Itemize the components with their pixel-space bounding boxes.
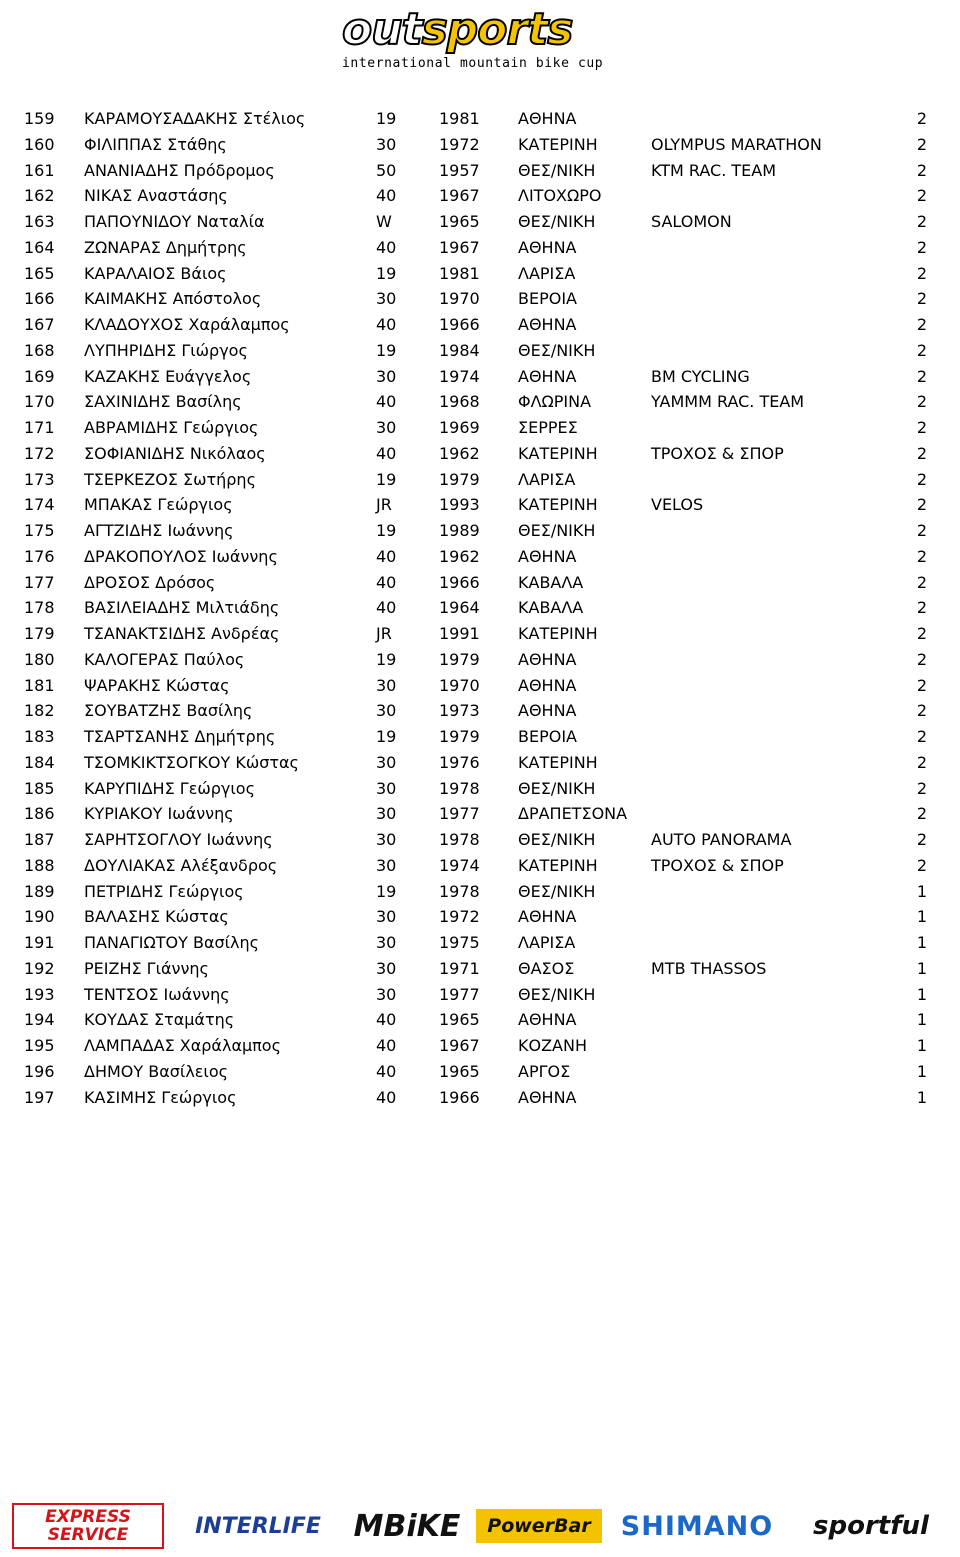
rider-name: ΔΟΥΛΙΑΚΑΣ Αλέξανδρος — [84, 855, 278, 875]
rider-team: SALOMON — [651, 212, 732, 231]
rider-name: ΤΣΕΡΚΕΖΟΣ Σωτήρης — [84, 469, 256, 489]
result-position: 183 — [24, 727, 55, 746]
interlife-logo: INTERLIFE — [195, 1513, 321, 1539]
rider-category: 40 — [376, 186, 397, 206]
birth-year: 1967 — [439, 186, 480, 206]
table-row — [0, 261, 960, 287]
birth-year: 1967 — [439, 237, 480, 257]
rider-name: ΣΑΡΗΤΣΟΓΛΟΥ Ιωάννης — [84, 830, 273, 849]
rider-name: ΒΑΣΙΛΕΙΑΔΗΣ Μιλτιάδης — [84, 598, 280, 618]
rider-category: 30 — [376, 984, 397, 1004]
table-row — [0, 956, 960, 982]
rider-city: ΑΘΗΝΑ — [518, 701, 577, 721]
rider-category: 50 — [376, 160, 397, 180]
express-line2: SERVICE — [47, 1525, 129, 1545]
rider-category: 30 — [376, 855, 397, 875]
race-count: 2 — [916, 701, 927, 721]
rider-team: ΤΡΟΧΟΣ & ΣΠΟΡ — [651, 855, 784, 875]
rider-name: ΚΑΖΑΚΗΣ Ευάγγελος — [84, 366, 252, 386]
table-row — [0, 879, 960, 905]
result-position: 174 — [24, 495, 55, 515]
rider-category: 19 — [376, 649, 397, 669]
race-count: 2 — [916, 237, 927, 257]
table-row — [0, 801, 960, 827]
rider-name: ΡΕΙΖΗΣ Γιάννης — [84, 958, 209, 978]
result-position: 171 — [24, 418, 55, 437]
race-count: 2 — [916, 495, 927, 515]
result-position: 176 — [24, 546, 55, 566]
rider-city: ΘΕΣ/ΝΙΚΗ — [518, 212, 596, 231]
birth-year: 1979 — [439, 727, 480, 746]
race-count: 2 — [916, 289, 927, 309]
rider-city: ΑΘΗΝΑ — [518, 109, 577, 128]
rider-city: ΑΘΗΝΑ — [518, 366, 577, 386]
rider-name: ΠΑΝΑΓΙΩΤΟΥ Βασίλης — [84, 933, 260, 952]
race-count: 2 — [916, 546, 927, 566]
rider-name: ΑΝΑΝΙΑΔΗΣ Πρόδρομος — [84, 160, 275, 180]
race-count: 2 — [916, 778, 927, 798]
result-position: 162 — [24, 186, 55, 206]
table-row — [0, 827, 960, 853]
birth-year: 1966 — [439, 315, 480, 334]
rider-city: ΑΘΗΝΑ — [518, 546, 577, 566]
rider-name: ΤΕΝΤΣΟΣ Ιωάννης — [84, 984, 230, 1004]
rider-name: ΠΕΤΡΙΔΗΣ Γεώργιος — [84, 881, 244, 901]
rider-name: ΚΑΡΥΠΙΔΗΣ Γεώργιος — [84, 778, 255, 798]
table-row — [0, 441, 960, 467]
rider-city: ΚΑΒΑΛΑ — [518, 572, 584, 592]
rider-city: ΚΑΤΕΡΙΝΗ — [518, 752, 598, 772]
birth-year: 1981 — [439, 109, 480, 128]
rider-team: KTM RAC. TEAM — [651, 160, 777, 180]
rider-category: 30 — [376, 289, 397, 309]
race-count: 2 — [916, 804, 927, 824]
table-row — [0, 209, 960, 235]
rider-city: ΚΑΒΑΛΑ — [518, 598, 584, 618]
rider-name: ΝΙΚΑΣ Αναστάσης — [84, 186, 228, 206]
rider-city: ΛΑΡΙΣΑ — [518, 469, 576, 489]
rider-city: ΚΑΤΕΡΙΝΗ — [518, 134, 598, 154]
logo-tagline: international mountain bike cup — [342, 56, 604, 71]
table-row — [0, 158, 960, 184]
race-count: 2 — [916, 752, 927, 772]
result-position: 177 — [24, 572, 55, 592]
rider-city: ΑΡΓΟΣ — [518, 1061, 571, 1081]
result-position: 161 — [24, 160, 55, 180]
race-count: 2 — [916, 598, 927, 618]
table-row — [0, 647, 960, 673]
rider-city: ΒΕΡΟΙΑ — [518, 289, 577, 309]
rider-name: ΠΑΠΟΥΝΙΔΟΥ Ναταλία — [84, 212, 265, 231]
rider-name: ΛΥΠΗΡΙΔΗΣ Γιώργος — [84, 340, 248, 360]
sportful-logo: sportful — [813, 1511, 929, 1541]
table-row — [0, 673, 960, 699]
rider-city: ΑΘΗΝΑ — [518, 315, 577, 334]
race-count: 1 — [916, 1061, 927, 1081]
table-row — [0, 492, 960, 518]
rider-team: ΤΡΟΧΟΣ & ΣΠΟΡ — [651, 443, 784, 463]
rider-category: 40 — [376, 1036, 397, 1055]
table-row — [0, 338, 960, 364]
race-count: 2 — [916, 469, 927, 489]
birth-year: 1979 — [439, 649, 480, 669]
rider-name: ΚΑΣΙΜΗΣ Γεώργιος — [84, 1087, 237, 1107]
birth-year: 1974 — [439, 366, 480, 386]
table-row — [0, 183, 960, 209]
birth-year: 1962 — [439, 443, 480, 463]
race-count: 2 — [916, 392, 927, 412]
logo-wordmark — [342, 4, 572, 56]
race-count: 2 — [916, 109, 927, 128]
result-position: 180 — [24, 649, 55, 669]
birth-year: 1970 — [439, 289, 480, 309]
race-count: 2 — [916, 624, 927, 643]
rider-team: VELOS — [651, 495, 704, 515]
birth-year: 1971 — [439, 958, 480, 978]
race-count: 2 — [916, 572, 927, 592]
result-position: 170 — [24, 392, 55, 412]
table-row — [0, 1059, 960, 1085]
birth-year: 1970 — [439, 675, 480, 695]
rider-category: JR — [376, 495, 392, 515]
rider-category: 19 — [376, 340, 397, 360]
race-count: 2 — [916, 855, 927, 875]
birth-year: 1989 — [439, 521, 480, 540]
table-row — [0, 544, 960, 570]
result-position: 196 — [24, 1061, 55, 1081]
birth-year: 1969 — [439, 418, 480, 437]
rider-city: ΘΕΣ/ΝΙΚΗ — [518, 778, 596, 798]
result-position: 185 — [24, 778, 55, 798]
rider-category: 40 — [376, 572, 397, 592]
birth-year: 1977 — [439, 984, 480, 1004]
birth-year: 1972 — [439, 134, 480, 154]
birth-year: 1966 — [439, 572, 480, 592]
table-row — [0, 312, 960, 338]
rider-team: YAMMM RAC. TEAM — [651, 392, 805, 412]
race-count: 2 — [916, 443, 927, 463]
rider-city: ΔΡΑΠΕΤΣΟΝΑ — [518, 804, 628, 824]
rider-city: ΑΘΗΝΑ — [518, 1010, 577, 1030]
result-position: 163 — [24, 212, 55, 231]
birth-year: 1957 — [439, 160, 480, 180]
birth-year: 1976 — [439, 752, 480, 772]
table-row — [0, 1033, 960, 1059]
race-count: 2 — [916, 727, 927, 746]
rider-team: AUTO PANORAMA — [651, 830, 792, 849]
rider-category: 40 — [376, 237, 397, 257]
table-row — [0, 132, 960, 158]
rider-category: 30 — [376, 752, 397, 772]
rider-name: ΣΑΧΙΝΙΔΗΣ Βασίλης — [84, 392, 242, 412]
rider-category: 40 — [376, 315, 397, 334]
rider-city: ΚΟΖΑΝΗ — [518, 1036, 587, 1055]
birth-year: 1977 — [439, 804, 480, 824]
shimano-logo: SHIMANO — [620, 1510, 774, 1542]
race-count: 2 — [916, 675, 927, 695]
rider-city: ΦΛΩΡΙΝΑ — [518, 392, 592, 412]
rider-city: ΑΘΗΝΑ — [518, 649, 577, 669]
race-count: 2 — [916, 366, 927, 386]
rider-city: ΒΕΡΟΙΑ — [518, 727, 577, 746]
table-row — [0, 982, 960, 1008]
rider-city: ΛΙΤΟΧΩΡΟ — [518, 186, 602, 206]
result-position: 165 — [24, 263, 55, 283]
race-count: 1 — [916, 958, 927, 978]
birth-year: 1966 — [439, 1087, 480, 1107]
birth-year: 1965 — [439, 1010, 480, 1030]
rider-category: 30 — [376, 675, 397, 695]
birth-year: 1984 — [439, 340, 480, 360]
table-row — [0, 235, 960, 261]
rider-category: 30 — [376, 933, 397, 952]
rider-team: OLYMPUS MARATHON — [651, 134, 822, 154]
rider-city: ΘΕΣ/ΝΙΚΗ — [518, 830, 596, 849]
rider-city: ΚΑΤΕΡΙΝΗ — [518, 855, 598, 875]
table-row — [0, 724, 960, 750]
result-position: 159 — [24, 109, 55, 128]
rider-category: 30 — [376, 134, 397, 154]
table-row — [0, 595, 960, 621]
rider-name: ΔΡΟΣΟΣ Δρόσος — [84, 572, 216, 592]
birth-year: 1965 — [439, 1061, 480, 1081]
birth-year: 1967 — [439, 1036, 480, 1055]
rider-category: 40 — [376, 598, 397, 618]
rider-category: 19 — [376, 263, 397, 283]
rider-category: 40 — [376, 443, 397, 463]
race-count: 1 — [916, 984, 927, 1004]
result-position: 194 — [24, 1010, 55, 1030]
table-row — [0, 570, 960, 596]
rider-category: 19 — [376, 469, 397, 489]
rider-name: ΚΥΡΙΑΚΟΥ Ιωάννης — [84, 804, 234, 824]
rider-city: ΘΕΣ/ΝΙΚΗ — [518, 521, 596, 540]
result-position: 190 — [24, 907, 55, 927]
express-line1: EXPRESS — [45, 1507, 131, 1527]
rider-city: ΑΘΗΝΑ — [518, 237, 577, 257]
birth-year: 1979 — [439, 469, 480, 489]
rider-name: ΚΟΥΔΑΣ Σταμάτης — [84, 1010, 235, 1030]
result-position: 189 — [24, 881, 55, 901]
rider-name: ΤΣΟΜΚΙΚΤΣΟΓΚΟΥ Κώστας — [84, 752, 299, 772]
result-position: 182 — [24, 701, 55, 721]
result-position: 164 — [24, 237, 55, 257]
rider-name: ΨΑΡΑΚΗΣ Κώστας — [84, 675, 230, 695]
rider-city: ΘΕΣ/ΝΙΚΗ — [518, 160, 596, 180]
result-position: 179 — [24, 624, 55, 643]
rider-category: JR — [376, 624, 392, 643]
rider-category: 30 — [376, 701, 397, 721]
race-count: 2 — [916, 263, 927, 283]
rider-category: 40 — [376, 1010, 397, 1030]
rider-city: ΘΕΣ/ΝΙΚΗ — [518, 984, 596, 1004]
rider-city: ΚΑΤΕΡΙΝΗ — [518, 443, 598, 463]
race-count: 1 — [916, 907, 927, 927]
mbike-logo: MBiKE — [353, 1508, 461, 1544]
birth-year: 1973 — [439, 701, 480, 721]
rider-team: BM CYCLING — [651, 366, 750, 386]
result-position: 195 — [24, 1036, 55, 1055]
table-row — [0, 776, 960, 802]
result-position: 186 — [24, 804, 55, 824]
race-count: 1 — [916, 881, 927, 901]
rider-name: ΚΑΡΑΜΟΥΣΑΔΑΚΗΣ Στέλιος — [84, 109, 306, 128]
rider-name: ΦΙΛΙΠΠΑΣ Στάθης — [84, 134, 227, 154]
rider-category: 19 — [376, 521, 397, 540]
rider-category: 30 — [376, 418, 397, 437]
birth-year: 1981 — [439, 263, 480, 283]
birth-year: 1975 — [439, 933, 480, 952]
birth-year: 1965 — [439, 212, 480, 231]
table-row — [0, 518, 960, 544]
table-row — [0, 286, 960, 312]
birth-year: 1974 — [439, 855, 480, 875]
birth-year: 1978 — [439, 778, 480, 798]
race-count: 2 — [916, 649, 927, 669]
rider-name: ΛΑΜΠΑΔΑΣ Χαράλαμπος — [84, 1036, 281, 1055]
result-position: 197 — [24, 1087, 55, 1107]
race-count: 2 — [916, 160, 927, 180]
table-row — [0, 698, 960, 724]
race-count: 2 — [916, 418, 927, 437]
table-row — [0, 106, 960, 132]
powerbar-logo: PowerBar — [476, 1509, 602, 1543]
rider-city: ΘΑΣΟΣ — [518, 958, 575, 978]
rider-name: ΚΛΑΔΟΥΧΟΣ Χαράλαμπος — [84, 315, 290, 334]
result-position: 167 — [24, 315, 55, 334]
table-row — [0, 750, 960, 776]
rider-name: ΚΑΛΟΓΕΡΑΣ Παύλος — [84, 649, 245, 669]
rider-name: ΑΓΤΖΙΔΗΣ Ιωάννης — [84, 521, 234, 540]
rider-city: ΑΘΗΝΑ — [518, 1087, 577, 1107]
rider-name: ΣΟΦΙΑΝΙΔΗΣ Νικόλαος — [84, 443, 266, 463]
rider-category: 30 — [376, 366, 397, 386]
race-count: 2 — [916, 134, 927, 154]
result-position: 160 — [24, 134, 55, 154]
table-row — [0, 1007, 960, 1033]
result-position: 187 — [24, 830, 55, 849]
sponsor-strip — [0, 1503, 960, 1551]
rider-name: ΚΑΡΑΛΑΙΟΣ Βάιος — [84, 263, 227, 283]
rider-category: 19 — [376, 727, 397, 746]
result-position: 169 — [24, 366, 55, 386]
rider-category: 30 — [376, 804, 397, 824]
rider-name: ΣΟΥΒΑΤΖΗΣ Βασίλης — [84, 701, 253, 721]
result-position: 168 — [24, 340, 55, 360]
rider-city: ΑΘΗΝΑ — [518, 675, 577, 695]
logo-sports: sports — [421, 4, 573, 55]
result-position: 175 — [24, 521, 55, 540]
rider-city: ΘΕΣ/ΝΙΚΗ — [518, 340, 596, 360]
rider-name: ΚΑΙΜΑΚΗΣ Απόστολος — [84, 289, 262, 309]
rider-city: ΑΘΗΝΑ — [518, 907, 577, 927]
rider-category: 40 — [376, 546, 397, 566]
result-position: 191 — [24, 933, 55, 952]
rider-category: 40 — [376, 1087, 397, 1107]
birth-year: 1978 — [439, 881, 480, 901]
rider-name: ΜΠΑΚΑΣ Γεώργιος — [84, 495, 233, 515]
race-count: 2 — [916, 315, 927, 334]
rider-city: ΚΑΤΕΡΙΝΗ — [518, 624, 598, 643]
results-table — [0, 106, 960, 1110]
rider-category: 30 — [376, 830, 397, 849]
rider-category: W — [376, 212, 392, 231]
rider-category: 19 — [376, 109, 397, 128]
result-position: 166 — [24, 289, 55, 309]
race-count: 2 — [916, 340, 927, 360]
birth-year: 1972 — [439, 907, 480, 927]
rider-name: ΤΣΑΝΑΚΤΣΙΔΗΣ Ανδρέας — [84, 624, 280, 643]
rider-name: ΖΩΝΑΡΑΣ Δημήτρης — [84, 237, 247, 257]
birth-year: 1993 — [439, 495, 480, 515]
race-count: 2 — [916, 830, 927, 849]
race-count: 2 — [916, 186, 927, 206]
table-row — [0, 621, 960, 647]
table-row — [0, 467, 960, 493]
outsports-logo — [340, 4, 630, 74]
birth-year: 1978 — [439, 830, 480, 849]
race-count: 1 — [916, 1087, 927, 1107]
result-position: 173 — [24, 469, 55, 489]
rider-city: ΚΑΤΕΡΙΝΗ — [518, 495, 598, 515]
result-position: 172 — [24, 443, 55, 463]
rider-name: ΔΡΑΚΟΠΟΥΛΟΣ Ιωάννης — [84, 546, 278, 566]
birth-year: 1964 — [439, 598, 480, 618]
express-service-logo — [12, 1503, 164, 1549]
result-position: 192 — [24, 958, 55, 978]
rider-city: ΘΕΣ/ΝΙΚΗ — [518, 881, 596, 901]
rider-city: ΛΑΡΙΣΑ — [518, 263, 576, 283]
result-position: 184 — [24, 752, 55, 772]
birth-year: 1962 — [439, 546, 480, 566]
rider-category: 19 — [376, 881, 397, 901]
table-row — [0, 364, 960, 390]
rider-category: 30 — [376, 778, 397, 798]
result-position: 178 — [24, 598, 55, 618]
logo-out: out — [342, 4, 422, 55]
table-row — [0, 389, 960, 415]
rider-category: 40 — [376, 392, 397, 412]
rider-name: ΑΒΡΑΜΙΔΗΣ Γεώργιος — [84, 418, 259, 437]
race-count: 1 — [916, 1010, 927, 1030]
table-row — [0, 415, 960, 441]
table-row — [0, 1085, 960, 1111]
rider-name: ΒΑΛΑΣΗΣ Κώστας — [84, 907, 229, 927]
race-count: 1 — [916, 933, 927, 952]
race-count: 2 — [916, 521, 927, 540]
rider-city: ΣΕΡΡΕΣ — [518, 418, 578, 437]
rider-city: ΛΑΡΙΣΑ — [518, 933, 576, 952]
table-row — [0, 930, 960, 956]
birth-year: 1968 — [439, 392, 480, 412]
table-row — [0, 904, 960, 930]
rider-category: 30 — [376, 958, 397, 978]
rider-team: MTB THASSOS — [651, 958, 767, 978]
rider-category: 40 — [376, 1061, 397, 1081]
race-count: 2 — [916, 212, 927, 231]
race-count: 1 — [916, 1036, 927, 1055]
table-row — [0, 853, 960, 879]
rider-name: ΔΗΜΟΥ Βασίλειος — [84, 1061, 229, 1081]
rider-name: ΤΣΑΡΤΣΑΝΗΣ Δημήτρης — [84, 727, 276, 746]
result-position: 181 — [24, 675, 55, 695]
rider-category: 30 — [376, 907, 397, 927]
birth-year: 1991 — [439, 624, 480, 643]
result-position: 193 — [24, 984, 55, 1004]
result-position: 188 — [24, 855, 55, 875]
